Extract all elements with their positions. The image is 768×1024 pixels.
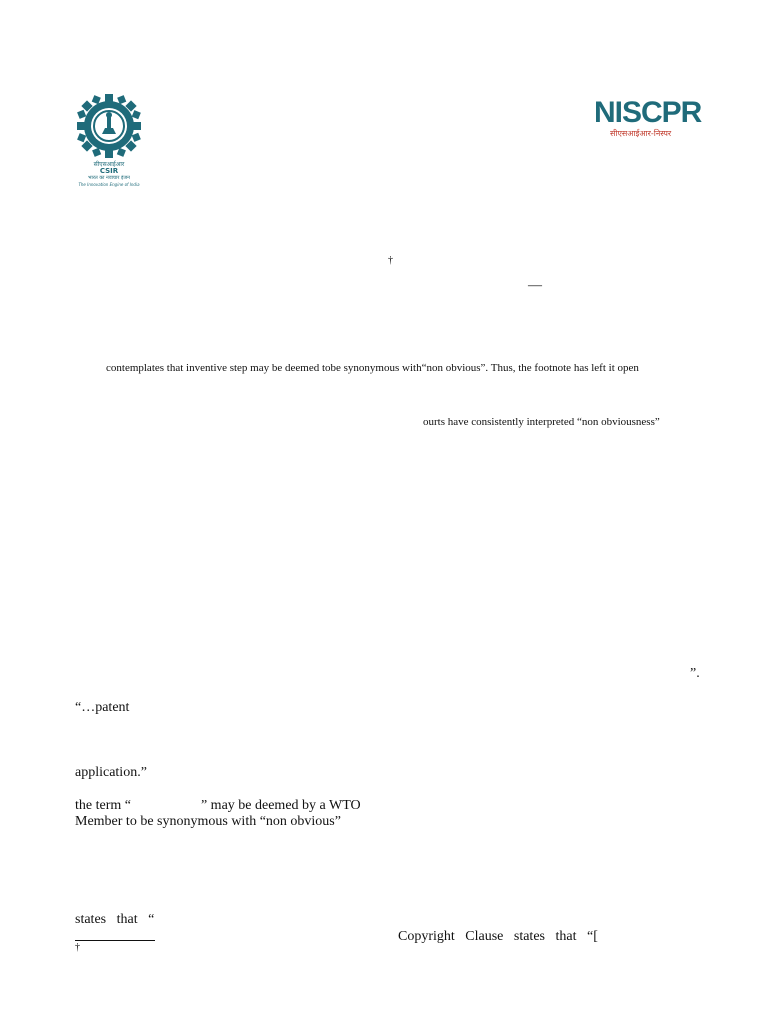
quote-close: ”. [690,666,700,681]
csir-logo [72,90,146,190]
niscpr-wordmark: NISCPR [594,96,702,129]
csir-tagline: The Innovation Engine of India [78,182,140,187]
csir-gear-emblem-icon [72,90,146,160]
dagger-mark: † [388,255,393,266]
csir-name: CSIR [99,167,119,175]
text-copyright-line: Copyright Clause states that “[ [398,929,598,944]
csir-hindi-tagline: भारत का नवाचार इंजन [88,175,130,181]
quote-patent: “…patent [75,700,130,715]
footnote-dagger: † [75,942,80,953]
dash-mark: — [528,278,542,293]
text-term-line: the term “ ” may be deemed by a WTO [75,798,361,813]
text-line-contemplates: contemplates that inventive step may be deemed tobe synonymous with“non obvious”. Thus, the footnote has left it open [106,362,639,374]
footnote-separator [75,940,155,941]
text-member-line: Member to be synonymous with “non obvious” [75,814,341,829]
csir-hindi-name: सीएसआईआर [93,161,125,168]
text-states-left: states that “ [75,912,155,927]
niscpr-hindi-name: सीएसआईआर-निस्पर [610,129,672,138]
text-application: application.” [75,765,147,780]
niscpr-logo [594,96,704,140]
text-line-courts: ourts have consistently interpreted “non obviousness” [423,416,660,428]
